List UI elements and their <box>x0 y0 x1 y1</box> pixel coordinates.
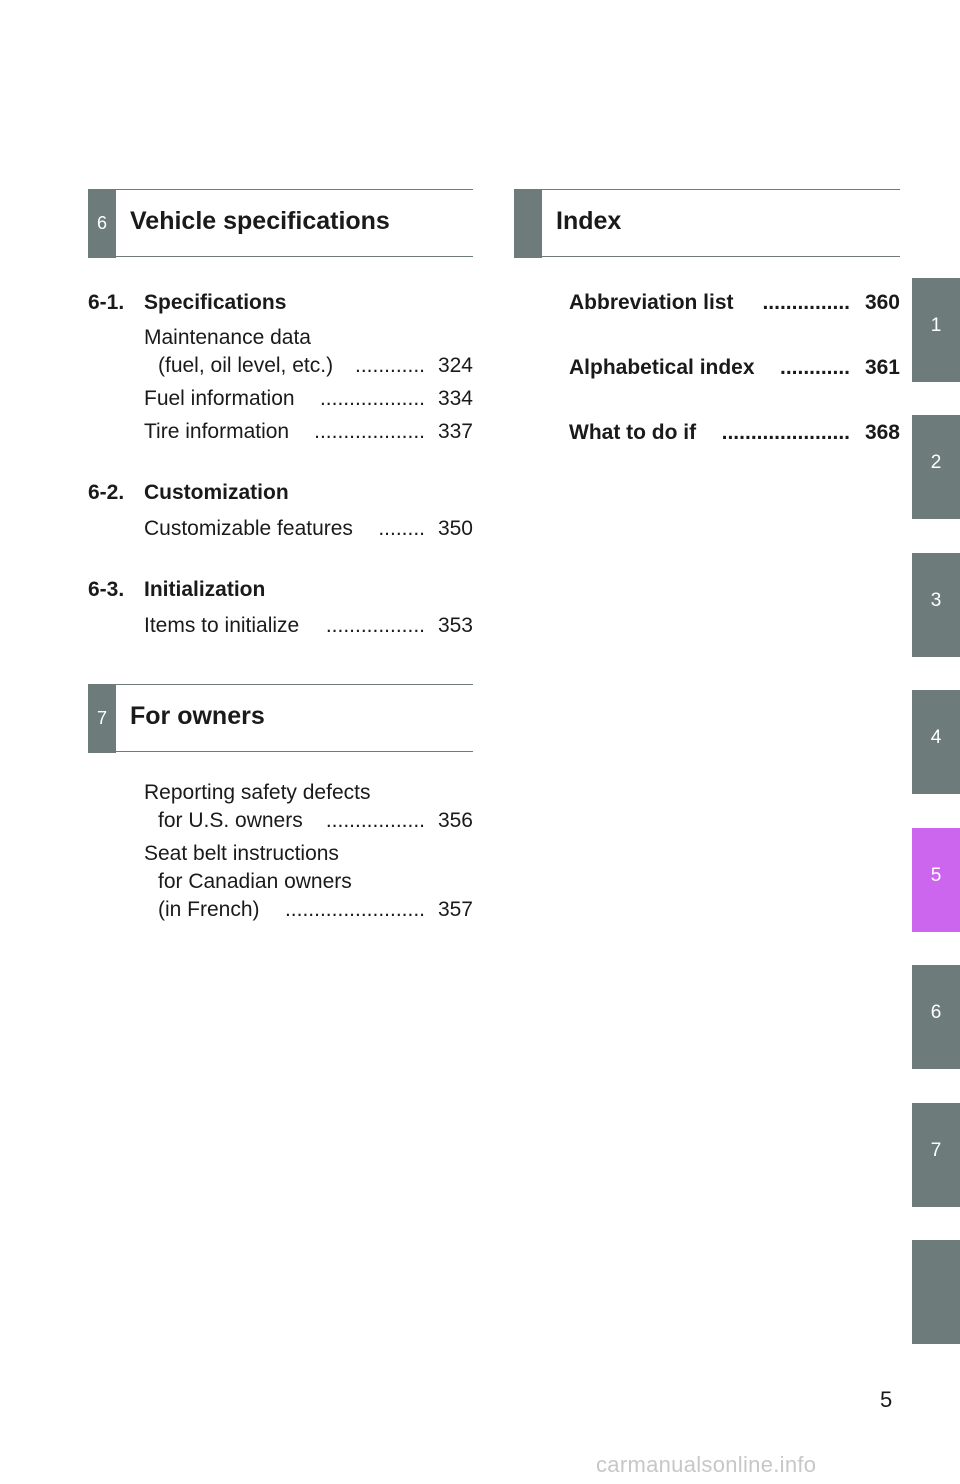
section-title: For owners <box>130 702 265 730</box>
section-tab <box>514 189 542 258</box>
section-header-vehicle-specifications <box>88 189 473 257</box>
subsection-title: Initialization <box>144 578 266 601</box>
chapter-tab-index[interactable] <box>912 1240 960 1344</box>
chapter-tab-label: 6 <box>930 1002 942 1023</box>
toc-entry[interactable] <box>144 612 473 640</box>
chapter-tab-label: 2 <box>930 452 942 473</box>
page-number: 337 <box>437 420 473 443</box>
entry-text: Maintenance data <box>144 326 311 349</box>
subsection-number: 6-1. <box>88 291 125 314</box>
entry-text: What to do if <box>569 421 697 444</box>
toc-entry[interactable] <box>144 418 473 446</box>
entry-text: (in French) <box>158 898 260 921</box>
leader-dots: ................. <box>325 809 425 832</box>
toc-entry[interactable] <box>144 840 473 924</box>
section-title: Index <box>556 207 622 235</box>
page-number: 360 <box>864 291 900 314</box>
entry-text: Alphabetical index <box>569 356 755 379</box>
leader-dots: ................... <box>314 420 425 443</box>
chapter-tab-4[interactable] <box>912 690 960 794</box>
leader-dots: ............ <box>779 356 850 379</box>
leader-dots: .................. <box>319 387 425 410</box>
section-number-tab: 6 <box>88 189 116 258</box>
page-number: 350 <box>437 517 473 540</box>
entry-text: Seat belt instructions <box>144 842 339 865</box>
leader-dots: ........ <box>378 517 425 540</box>
chapter-tab-3[interactable] <box>912 553 960 657</box>
entry-text: Tire information <box>144 420 290 443</box>
subsection-title: Specifications <box>144 291 287 314</box>
chapter-tab-5[interactable] <box>912 828 960 932</box>
section-title: Vehicle specifications <box>130 207 390 235</box>
chapter-tab-label: 4 <box>930 727 942 748</box>
section-number-tab: 7 <box>88 684 116 753</box>
index-entry-what-to-do-if[interactable] <box>569 419 900 447</box>
chapter-tab-1[interactable] <box>912 278 960 382</box>
entry-text: Reporting safety defects <box>144 781 371 804</box>
section-header-index <box>514 189 900 257</box>
subsection-number: 6-3. <box>88 578 125 601</box>
toc-entry[interactable] <box>144 779 473 835</box>
chapter-tab-label: 3 <box>930 590 942 611</box>
entry-text: for Canadian owners <box>158 870 352 893</box>
watermark-text: carmanualsonline.info <box>596 1452 817 1477</box>
page-number: 357 <box>437 898 473 921</box>
leader-dots: ............ <box>354 354 425 377</box>
subsection-title: Customization <box>144 481 289 504</box>
section-header-for-owners <box>88 684 473 752</box>
toc-entry[interactable] <box>144 324 473 380</box>
page-number: 334 <box>437 387 473 410</box>
page-number: 368 <box>864 421 900 444</box>
chapter-tab-label: 1 <box>930 315 942 336</box>
leader-dots: ................. <box>325 614 425 637</box>
chapter-tab-2[interactable] <box>912 415 960 519</box>
page-number-footer: 5 <box>880 1387 893 1412</box>
page-number: 356 <box>437 809 473 832</box>
chapter-tab-label: 5 <box>930 865 942 886</box>
chapter-tab-7[interactable] <box>912 1103 960 1207</box>
leader-dots: ............... <box>762 291 850 314</box>
page-number: 324 <box>437 354 473 377</box>
entry-text: for U.S. owners <box>158 809 303 832</box>
entry-text: (fuel, oil level, etc.) <box>158 354 334 377</box>
toc-entry[interactable] <box>144 385 473 413</box>
chapter-tab-label: 7 <box>930 1140 942 1161</box>
page-number: 353 <box>437 614 473 637</box>
entry-text: Items to initialize <box>144 614 300 637</box>
chapter-tab-6[interactable] <box>912 965 960 1069</box>
subsection-number: 6-2. <box>88 481 125 504</box>
leader-dots: ........................ <box>284 898 425 921</box>
entry-text: Fuel information <box>144 387 295 410</box>
page-number: 361 <box>864 356 900 379</box>
leader-dots: ...................... <box>721 421 850 444</box>
index-entry-abbreviation-list[interactable] <box>569 289 900 317</box>
entry-text: Abbreviation list <box>569 291 734 314</box>
index-entry-alphabetical-index[interactable] <box>569 354 900 382</box>
toc-entry[interactable] <box>144 515 473 543</box>
entry-text: Customizable features <box>144 517 353 540</box>
